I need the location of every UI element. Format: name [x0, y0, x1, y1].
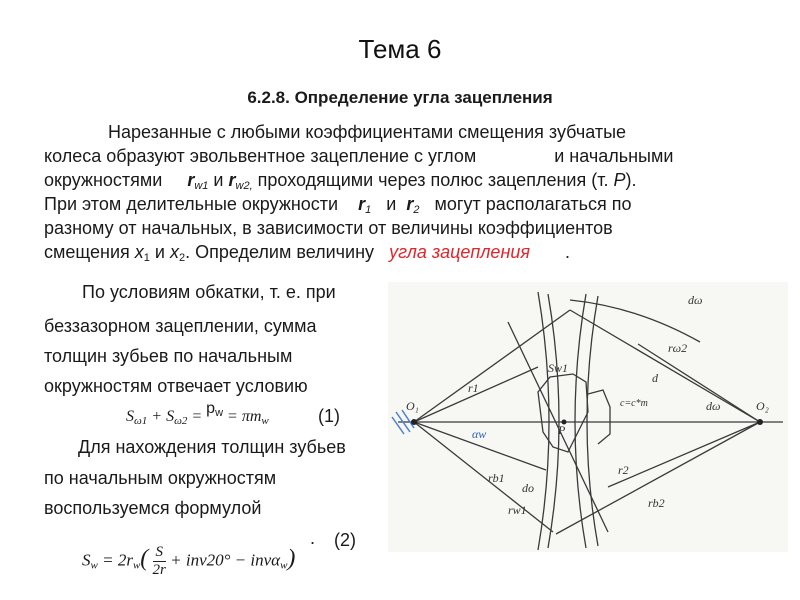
label-r2: r2: [618, 463, 629, 477]
formula-2-number: (2): [334, 530, 356, 550]
label-dw-right: dω: [706, 399, 721, 413]
section-heading: 6.2.8. Определение угла зацепления: [247, 88, 553, 107]
para-line-5: разному от начальных, в зависимости от величины коэффициентов: [44, 218, 613, 238]
left-line-1: По условиям обкатки, т. е. при: [82, 282, 336, 302]
label-clearance: c=c*m: [620, 398, 648, 409]
para-line-3: окружностями $r_{w1}$ и $r_{w2,}$ проходящими через полюс зацепления (т. Р).: [44, 170, 637, 192]
label-do: do: [522, 481, 534, 495]
center-o2: [757, 419, 763, 425]
label-alpha: αw: [472, 427, 487, 441]
label-r1: r1: [468, 381, 479, 395]
left-line-3: толщин зубьев по начальным: [44, 346, 293, 366]
left-line-5: Для нахождения толщин зубьев: [78, 437, 346, 457]
label-pole: P: [558, 423, 566, 437]
gear-mesh-diagram: [388, 282, 788, 552]
formula-1-number: (1): [318, 406, 340, 426]
label-d: d: [652, 371, 658, 385]
slide-title: Тема 6: [358, 34, 442, 64]
para-line-6: смещения $х_1$ и $х_2$. Определим величину угла зацепления .: [44, 242, 571, 264]
center-o1: [411, 419, 417, 425]
label-o2: O₂: [756, 399, 769, 413]
left-line-2: беззазорном зацеплении, сумма: [44, 316, 317, 336]
label-rw2: rω2: [668, 341, 688, 355]
label-rb2: rb2: [648, 496, 665, 510]
formula-2: $S_w = 2r_w$( $\frac{S}{2r}$ + inv20° − invα$_w$): [82, 544, 296, 578]
left-line-4: окружностям отвечает условию: [44, 376, 308, 396]
diagram-background: [388, 282, 788, 552]
label-rb1: rb1: [488, 471, 505, 485]
left-line-6: по начальным окружностям: [44, 468, 277, 488]
left-line-7: воспользуемся формулой: [44, 498, 262, 518]
para-line-2: колеса образуют эвольвентное зацепление с углом и начальными: [44, 146, 674, 166]
para-line-4: При этом делительные окружности $r_1$ и $r_2$ могут располагаться по: [44, 194, 632, 216]
label-dw-top: dω: [688, 293, 703, 307]
label-o1: O₁: [406, 399, 419, 413]
formula-2-dot: .: [310, 528, 316, 548]
label-sw1: Sw1: [548, 361, 569, 375]
formula-1: $S_{\omega 1} + S_{\omega 2} = p_w = \pi m_w$: [126, 400, 269, 427]
label-rw1: rw1: [508, 503, 527, 517]
para-line-1: Нарезанные с любыми коэффициентами смещения зубчатые: [108, 122, 627, 142]
